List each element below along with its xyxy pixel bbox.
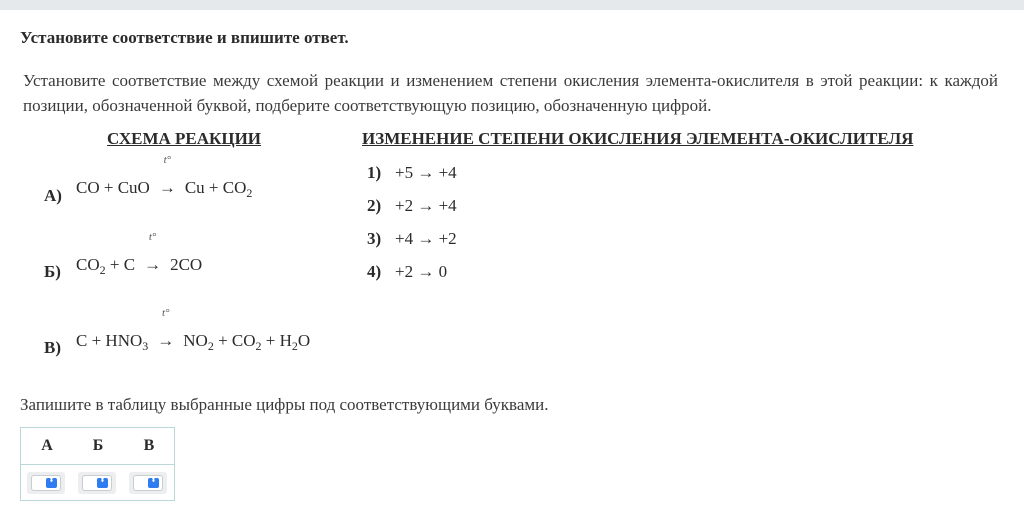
task-heading: Установите соответствие и впишите ответ. — [20, 28, 349, 47]
header-cell-c: В — [143, 437, 155, 454]
task-description: Установите соответствие между схемой реакции и изменением степени окисления элемента-окислителя в этой реакции: к каждой позиции, обозначенной буквой, подберите соответствующую позицию, обозначенную цифрой. — [23, 71, 998, 115]
option-2 — [367, 196, 457, 216]
option-3 — [367, 229, 457, 249]
answer-select-a[interactable] — [27, 472, 65, 494]
heating-condition: t° — [148, 231, 157, 243]
subscript: 2 — [246, 186, 253, 200]
arrow-glyph: → — [144, 255, 162, 274]
option-number: 4) — [367, 262, 382, 281]
arrow-glyph: → — [158, 178, 176, 197]
option-text: +2 → 0 — [395, 262, 448, 281]
option-number: 3) — [367, 229, 382, 248]
select-chevron-icon: ⬍ — [46, 478, 57, 488]
answer-instruction: Запишите в таблицу выбранные цифры под соответствующими буквами. — [20, 395, 549, 414]
subscript: 3 — [142, 339, 149, 353]
reaction-a-letter: А) — [44, 186, 62, 205]
reaction-c-product-4: O — [297, 331, 311, 350]
reaction-arrow — [157, 307, 175, 351]
reaction-c-product-3: + H — [261, 331, 292, 350]
option-text: +5 → +4 — [395, 163, 457, 182]
subscript: 2 — [255, 339, 262, 353]
answer-table — [20, 427, 175, 501]
reaction-scheme-header: СХЕМА РЕАКЦИИ — [107, 129, 262, 148]
reaction-b-reactant-1: CO — [76, 255, 100, 274]
top-bar — [0, 0, 1024, 10]
reaction-arrow — [158, 154, 176, 198]
option-text: +2 → +4 — [395, 196, 457, 215]
reaction-c-formula — [76, 307, 311, 353]
answer-table-header — [21, 428, 174, 465]
header-cell-b: Б — [92, 437, 104, 454]
reaction-a-reactants: CO + CuO — [76, 178, 150, 197]
select-box[interactable] — [82, 475, 112, 491]
subscript: 2 — [207, 339, 214, 353]
header-cell-a: А — [41, 437, 53, 454]
subscript: 2 — [99, 263, 106, 277]
select-box[interactable] — [133, 475, 163, 491]
heating-condition: t° — [162, 307, 170, 319]
option-4 — [367, 262, 447, 282]
reaction-b-formula — [76, 231, 203, 277]
reaction-c-reactants: C + HNO — [76, 331, 143, 350]
reaction-a-products: Cu + CO — [184, 178, 247, 197]
option-1 — [367, 163, 457, 183]
reaction-c-letter: В) — [44, 338, 61, 357]
reaction-c-product-2: + CO — [213, 331, 256, 350]
option-number: 2) — [367, 196, 382, 215]
select-chevron-icon: ⬍ — [148, 478, 159, 488]
select-box[interactable] — [31, 475, 61, 491]
option-text: +4 → +2 — [395, 229, 457, 248]
reaction-c-product-1: NO — [183, 331, 208, 350]
reaction-b-reactant-2: + C — [105, 255, 136, 274]
reaction-a-formula — [76, 154, 253, 200]
reaction-b-letter: Б) — [44, 262, 61, 281]
select-chevron-icon: ⬍ — [97, 478, 108, 488]
answer-select-c[interactable] — [129, 472, 167, 494]
arrow-glyph: → — [157, 331, 175, 350]
reaction-arrow — [144, 231, 162, 275]
option-number: 1) — [367, 163, 382, 182]
subscript: 2 — [291, 339, 298, 353]
oxidation-change-header: ИЗМЕНЕНИЕ СТЕПЕНИ ОКИСЛЕНИЯ ЭЛЕМЕНТА-ОКИСЛИТЕЛЯ — [362, 129, 914, 148]
reaction-b-products: 2CO — [170, 255, 203, 274]
answer-select-b[interactable] — [78, 472, 116, 494]
heating-condition: t° — [163, 154, 172, 166]
